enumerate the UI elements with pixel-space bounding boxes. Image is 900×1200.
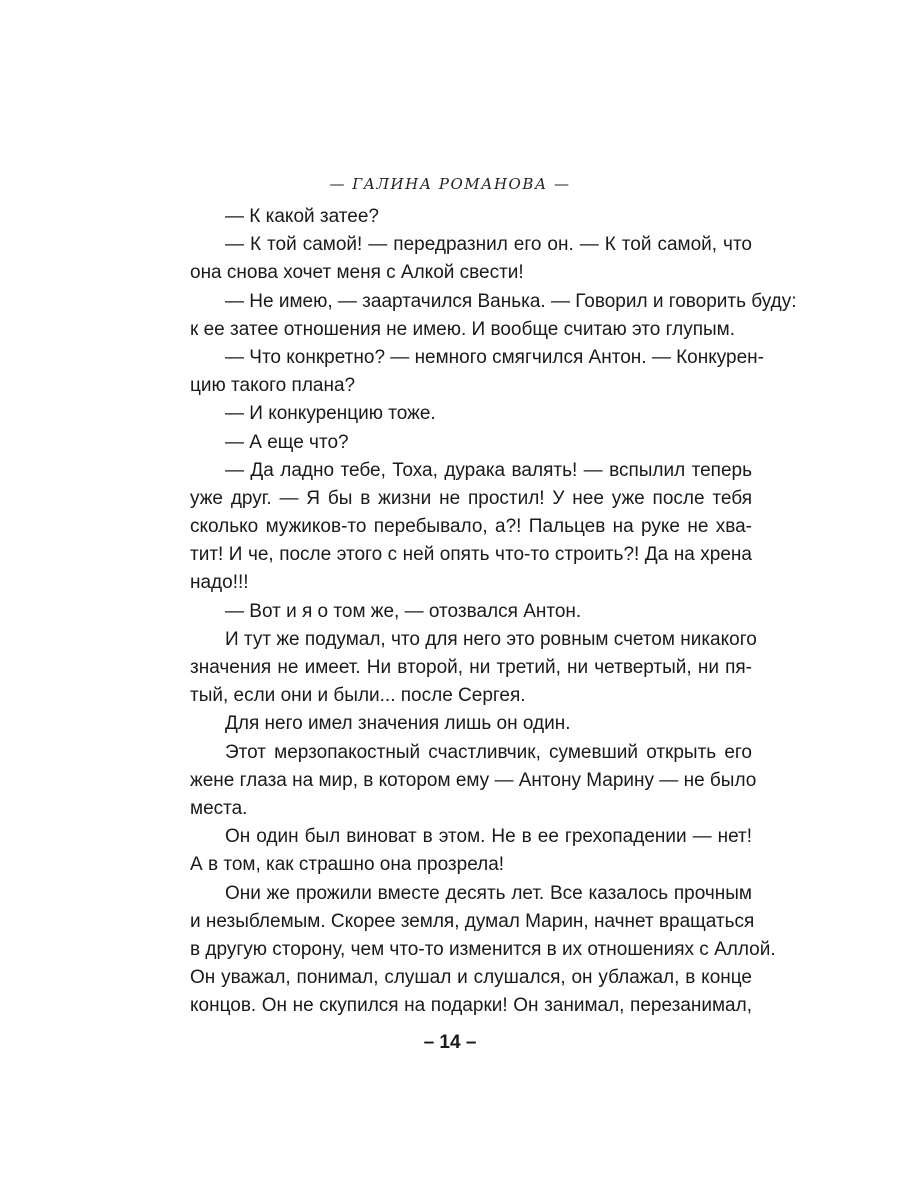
text-line: — Что конкретно? — немного смягчился Антон. — Конкурен- [225, 346, 764, 368]
text-line: к ее затее отношения не имею. И вообще считаю это глупым. [190, 318, 736, 340]
text-line: Он уважал, понимал, слушал и слушался, он ублажал, в конце [190, 967, 752, 989]
text-line: — И конкуренцию тоже. [225, 403, 436, 425]
text-line: и незыблемым. Скорее земля, думал Марин, начнет вращаться [190, 910, 755, 932]
text-line: Они же прожили вместе десять лет. Все казалось прочным [225, 882, 752, 904]
text-line: сколько мужиков-то перебывало, а?! Пальцев на руке не хва- [190, 516, 752, 538]
text-line: тит! И че, после этого с ней опять что-то строить?! Да на хрена [190, 544, 752, 566]
text-line: она снова хочет меня с Алкой свести! [190, 262, 524, 284]
page-number: – 14 – [423, 1032, 477, 1053]
text-line: цию такого плана? [190, 375, 356, 397]
text-line: Этот мерзопакостный счастливчик, сумевший открыть его [225, 741, 752, 763]
text-line: тый, если они и были... после Сергея. [190, 685, 526, 707]
text-line: надо!!! [190, 572, 249, 594]
text-line: места. [190, 797, 248, 819]
text-line: Для него имел значения лишь он один. [225, 713, 571, 735]
text-line: — А еще что? [225, 431, 349, 453]
running-head: — ГАЛИНА РОМАНОВА — [329, 175, 571, 193]
text-line: значения не имеет. Ни второй, ни третий, ни четвертый, ни пя- [190, 657, 752, 678]
text-line: концов. Он не скупился на подарки! Он занимал, перезанимал, [190, 995, 752, 1017]
text-line: А в том, как страшно она прозрела! [190, 854, 505, 876]
text-line: — Вот и я о том же, — отозвался Антон. [225, 600, 582, 622]
text-line: — Да ладно тебе, Тоха, дурака валять! — вспылил теперь [225, 459, 752, 481]
text-line: уже друг. — Я бы в жизни не простил! У нее уже после тебя [190, 487, 752, 509]
text-line: в другую сторону, чем что-то изменится в их отношениях с Аллой. [190, 938, 776, 960]
text-line: И тут же подумал, что для него это ровным счетом никакого [225, 628, 757, 650]
text-line: — К какой затее? [225, 206, 379, 227]
text-line: Он один был виноват в этом. Не в ее грехопадении — нет! [225, 826, 752, 848]
body-text [190, 203, 797, 1020]
text-line: — К той самой! — передразнил его он. — К той самой, что [225, 234, 752, 256]
text-line: жене глаза на мир, в котором ему — Антону Марину — не было [190, 769, 757, 791]
text-line: — Не имею, — заартачился Ванька. — Говорил и говорить буду: [225, 290, 797, 312]
